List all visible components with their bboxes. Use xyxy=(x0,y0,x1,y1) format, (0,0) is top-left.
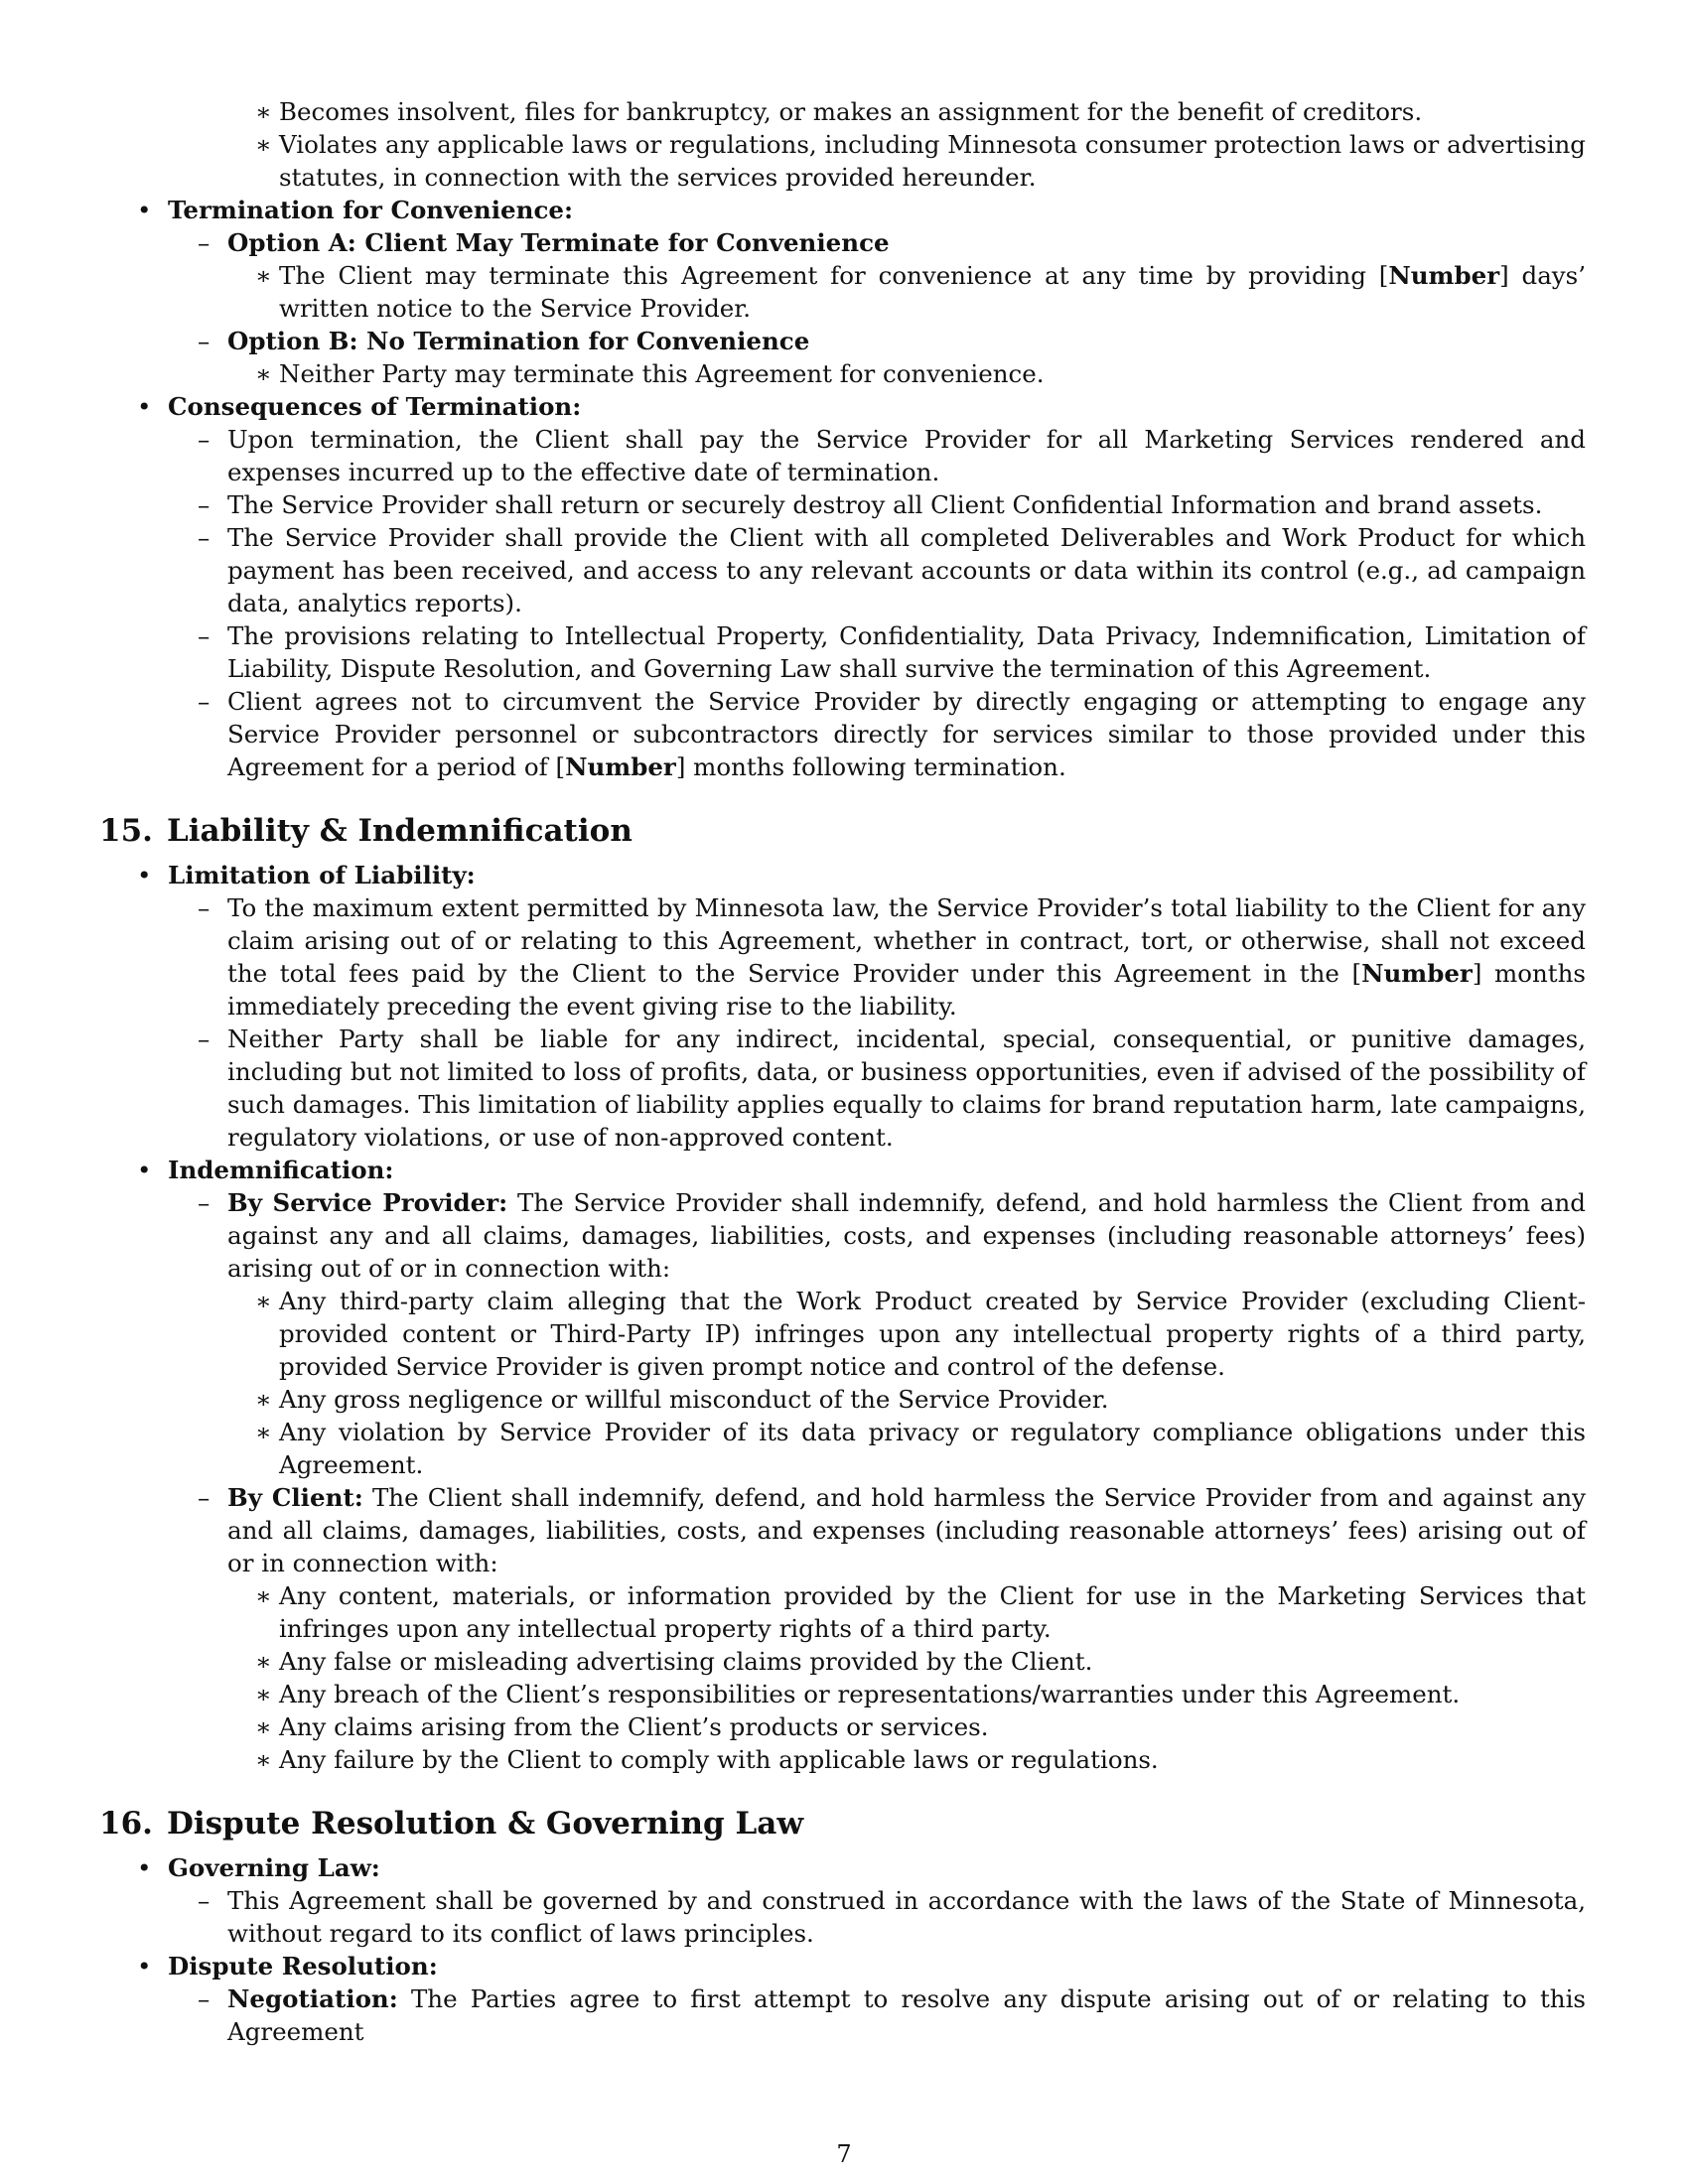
placeholder-number: Number xyxy=(1361,959,1473,988)
indemnification-by-client xyxy=(168,1481,1586,1776)
indemnification-label: Indemnification: xyxy=(168,1156,394,1184)
section-16-heading xyxy=(99,1804,1586,1843)
limitation-item1-post: ] months immediately preceding the event giving rise to the liability. xyxy=(227,959,1586,1021)
indemnification xyxy=(99,1154,1586,1776)
section-15-list xyxy=(99,859,1586,1776)
option-b-list xyxy=(227,357,1586,390)
convenience-label: Termination for Convenience: xyxy=(168,196,574,224)
consequences-of-termination xyxy=(99,390,1586,783)
option-b-text: ∗ Neither Party may terminate this Agreement for convenience. xyxy=(227,357,1586,390)
option-a-text-pre: The Client may terminate this Agreement for convenience at any time by providing [ xyxy=(279,261,1389,290)
dispute-resolution xyxy=(99,1950,1586,2048)
governing-law-item: – This Agreement shall be governed by and construed in accordance with the laws of the State of Minnesota, without regard to its conflict of laws principles. xyxy=(168,1884,1586,1950)
by-client-item: ∗ Any failure by the Client to comply with applicable laws or regulations. xyxy=(227,1743,1586,1776)
circumvent-pre: Client agrees not to circumvent the Service Provider by directly engaging or attempting to engage any Service Provider personnel or subcontractors directly for services similar to those provided under this Agreement for a period of [ xyxy=(227,687,1586,781)
consequence-item: – The Service Provider shall return or securely destroy all Client Confidential Information and brand assets. xyxy=(168,488,1586,521)
termination-for-convenience xyxy=(99,194,1586,390)
negotiation-item xyxy=(168,1982,1586,2048)
limitation-label: Limitation of Liability: xyxy=(168,861,476,889)
by-provider-items xyxy=(227,1285,1586,1481)
option-a-text xyxy=(227,259,1586,325)
section-16-number: 16. xyxy=(99,1806,153,1842)
by-provider-item: ∗ Any violation by Service Provider of its data privacy or regulatory compliance obligations under this Agreement. xyxy=(227,1416,1586,1481)
termination-ground-item: ∗ Violates any applicable laws or regulations, including Minnesota consumer protection laws or advertising statutes, in connection with the services provided hereunder. xyxy=(227,128,1586,194)
section-16-title: Dispute Resolution & Governing Law xyxy=(166,1806,804,1842)
document-body xyxy=(99,95,1586,2048)
consequences-label: Consequences of Termination: xyxy=(168,392,582,421)
convenience-options xyxy=(168,226,1586,390)
indemnification-by-provider xyxy=(168,1186,1586,1481)
option-a-title: Option A: Client May Terminate for Convenience xyxy=(227,228,890,257)
placeholder-number: Number xyxy=(1388,261,1500,290)
indemnification-list xyxy=(168,1186,1586,1776)
termination-grounds-list xyxy=(227,95,1586,194)
limitation-item1-pre: To the maximum extent permitted by Minnesota law, the Service Provider’s total liability to the Client for any claim arising out of or relating to this Agreement, whether in contract, tort, or otherwise, shall not exceed the total fees paid by the Client to the Service Provider under this Agreement in the [ xyxy=(227,893,1586,988)
section-15-title: Liability & Indemnification xyxy=(166,813,633,849)
circumvent-post: ] months following termination. xyxy=(675,752,1066,781)
consequence-item: – Upon termination, the Client shall pay the Service Provider for all Marketing Services rendered and expenses incurred up to the effective date of termination. xyxy=(168,423,1586,488)
by-provider-item: ∗ Any gross negligence or willful misconduct of the Service Provider. xyxy=(227,1383,1586,1416)
option-b xyxy=(168,325,1586,390)
section-16-list xyxy=(99,1851,1586,2048)
by-client-label: By Client: xyxy=(227,1483,363,1512)
consequence-item: – The provisions relating to Intellectual Property, Confidentiality, Data Privacy, Indemnification, Limitation of Liability, Dispute Resolution, and Governing Law shall survive the termination of this Agreement. xyxy=(168,619,1586,685)
governing-law xyxy=(99,1851,1586,1950)
by-client-item: ∗ Any false or misleading advertising claims provided by the Client. xyxy=(227,1645,1586,1678)
section-15-number: 15. xyxy=(99,813,153,849)
dispute-resolution-list xyxy=(168,1982,1586,2048)
section-15-heading xyxy=(99,811,1586,851)
by-provider-item: ∗ Any third-party claim alleging that the Work Product created by Service Provider (excluding Client-provided content or Third-Party IP) infringes upon any intellectual property rights of a third party, provided Service Provider is given prompt notice and control of the defense. xyxy=(227,1285,1586,1383)
placeholder-number: Number xyxy=(565,752,676,781)
by-provider-label: By Service Provider: xyxy=(227,1188,508,1217)
termination-grounds-wrap xyxy=(168,95,1586,194)
negotiation-label: Negotiation: xyxy=(227,1984,398,2013)
termination-grounds-container xyxy=(99,95,1586,194)
termination-list xyxy=(99,95,1586,783)
negotiation-text: The Parties agree to first attempt to resolve any dispute arising out of or relating to this Agreement xyxy=(227,1984,1586,2046)
by-client-item: ∗ Any content, materials, or information provided by the Client for use in the Marketing Services that infringes upon any intellectual property rights of a third party. xyxy=(227,1579,1586,1645)
by-client-item: ∗ Any claims arising from the Client’s products or services. xyxy=(227,1710,1586,1743)
by-client-item: ∗ Any breach of the Client’s responsibilities or representations/warranties under this Agreement. xyxy=(227,1678,1586,1710)
governing-law-list xyxy=(168,1884,1586,1950)
option-a-text-post: ] days’ written notice to the Service Provider. xyxy=(279,261,1587,323)
option-a xyxy=(168,226,1586,325)
termination-grounds-outer xyxy=(168,95,1586,194)
consequence-item-circumvent xyxy=(168,685,1586,783)
limitation-item xyxy=(168,891,1586,1023)
option-a-list xyxy=(227,259,1586,325)
by-client-text: The Client shall indemnify, defend, and hold harmless the Service Provider from and against any and all claims, damages, liabilities, costs, and expenses (including reasonable attorneys’ fees) arising out of or in connection with: xyxy=(227,1483,1586,1577)
dispute-resolution-label: Dispute Resolution: xyxy=(168,1952,438,1980)
page-number: 7 xyxy=(836,2140,852,2168)
consequences-list xyxy=(168,423,1586,783)
consequence-item: – The Service Provider shall provide the Client with all completed Deliverables and Work Product for which payment has been received, and access to any relevant accounts or data within its control (e.g., ad campaign data, analytics reports). xyxy=(168,521,1586,619)
limitation-list xyxy=(168,891,1586,1154)
by-client-items xyxy=(227,1579,1586,1776)
governing-law-label: Governing Law: xyxy=(168,1853,380,1882)
limitation-item: – Neither Party shall be liable for any indirect, incidental, special, consequential, or punitive damages, including but not limited to loss of profits, data, or business opportunities, even if advised of the possibility of such damages. This limitation of liability applies equally to claims for brand reputation harm, late campaigns, regulatory violations, or use of non-approved content. xyxy=(168,1023,1586,1154)
termination-ground-item: ∗ Becomes insolvent, files for bankruptcy, or makes an assignment for the benefit of creditors. xyxy=(227,95,1586,128)
option-b-title: Option B: No Termination for Convenience xyxy=(227,327,810,355)
by-provider-text: The Service Provider shall indemnify, defend, and hold harmless the Client from and against any and all claims, damages, liabilities, costs, and expenses (including reasonable attorneys’ fees) arising out of or in connection with: xyxy=(227,1188,1586,1283)
limitation-of-liability xyxy=(99,859,1586,1154)
